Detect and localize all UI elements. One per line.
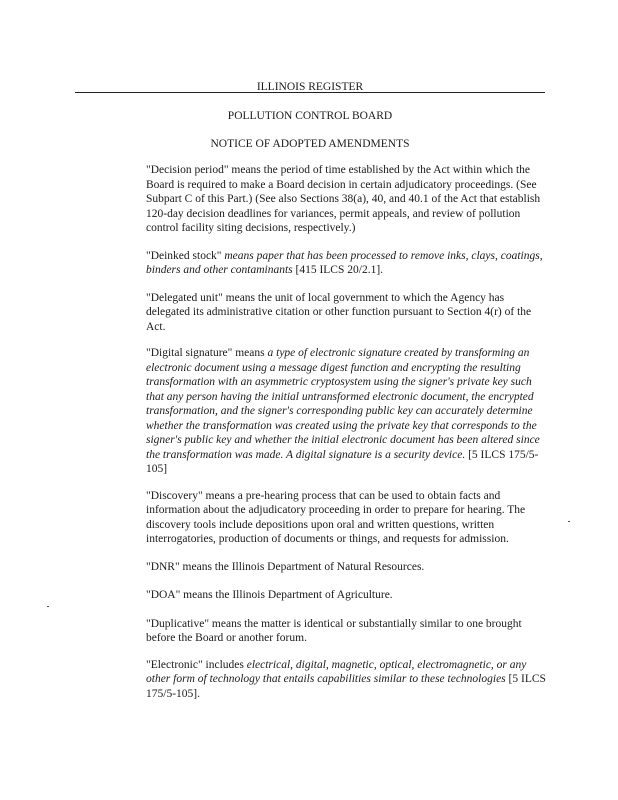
definition-dnr: "DNR" means the Illinois Department of Natural Resources. <box>146 560 425 573</box>
definition-deinked-stock: "Deinked stock" means paper that has been processed to remove inks, clays, coatings, binders and other contaminants [415 ILCS 20/2.1]. <box>146 249 543 276</box>
definition-delegated-unit: "Delegated unit" means the unit of local government to which the Agency has delegated its administrative citation or other function pursuant to Section 4(r) of the Act. <box>146 291 532 333</box>
definition-decision-period: "Decision period" means the period of time established by the Act within which the Board is required to make a Board decision in certain adjudicatory proceedings. (See Subpart C of this Part.) (See also Sections 38(a), 40, and 40.1 of the Act that establish 120-day decision deadlines for variances, permit appeals, and review of pollution control facility siting decisions, respectively.) <box>146 164 541 234</box>
scan-speck <box>47 606 49 607</box>
definition-doa: "DOA" means the Illinois Department of Agriculture. <box>146 589 393 601</box>
definition-discovery: "Discovery" means a pre-hearing process that can be used to obtain facts and information about the adjudicatory proceeding in order to prepare for hearing. The discovery tools include depositions upon oral and written questions, written interrogatories, production of documents or things, and requests for admission. <box>146 489 526 545</box>
register-heading: ILLINOIS REGISTER <box>256 81 364 93</box>
definition-duplicative: "Duplicative" means the matter is identical or substantially similar to one brought before the Board or another forum. <box>146 617 522 644</box>
board-heading: POLLUTION CONTROL BOARD <box>227 110 393 122</box>
notice-heading: NOTICE OF ADOPTED AMENDMENTS <box>210 138 410 150</box>
definitions-list <box>146 163 549 714</box>
definition-digital-signature: "Digital signature" means a type of electronic signature created by transforming an electronic document using a message digest function and encrypting the resulting transformation with an asymmetric cryptosystem using the signer's private key such that any person having the initial untransformed electronic document, the encrypted transformation, and the signer's corresponding public key can accurately determine whether the transformation was created using the private key that corresponds to the signer's public key and whether the initial electronic document has been altered since the transformation was made. A digital signature is a security device. [5 ILCS 175/5-105] <box>146 347 540 475</box>
header-rule <box>75 92 545 93</box>
scan-speck <box>568 521 570 522</box>
definition-electronic: "Electronic" includes electrical, digital, magnetic, optical, electromagnetic, or any other form of technology that entails capabilities similar to these technologies [5 ILCS 175/5-105]. <box>146 658 546 700</box>
